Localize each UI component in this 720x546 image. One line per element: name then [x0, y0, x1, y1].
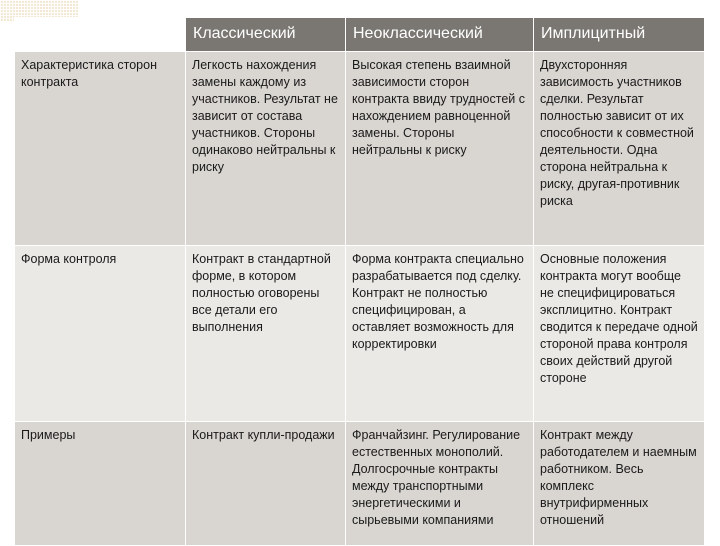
header-neoclassical: Неоклассический	[346, 18, 534, 52]
table-header-row	[15, 18, 705, 52]
header-corner-cell	[15, 18, 186, 52]
row-label: Форма контроля	[15, 246, 186, 422]
table-cell: Контракт купли-продажи	[186, 422, 346, 546]
table-cell: Легкость нахождения замены каждому из участников. Результат не зависит от состава участников. Стороны одинаково нейтральны к риску	[186, 52, 346, 246]
table-row	[15, 246, 705, 422]
table-cell: Форма контракта специально разрабатывается под сделку. Контракт не полностью специфицирован, а оставляет возможность для корректировки	[346, 246, 534, 422]
table-cell: Контракт между работодателем и наемным работником. Весь комплекс внутрифирменных отношений	[534, 422, 705, 546]
table-cell: Франчайзинг. Регулирование естественных монополий. Долгосрочные контракты между транспортными энергетическими и сырьевыми компаниями	[346, 422, 534, 546]
table-row	[15, 52, 705, 246]
table-cell: Высокая степень взаимной зависимости сторон контракта ввиду трудностей с нахождением равноценной замены. Стороны нейтральны к риску	[346, 52, 534, 246]
header-classical: Классический	[186, 18, 346, 52]
table-cell: Контракт в стандартной форме, в котором полностью оговорены все детали его выполнения	[186, 246, 346, 422]
table-row	[15, 422, 705, 546]
table-cell: Двухсторонняя зависимость участников сделки. Результат полностью зависит от их способности к совместной деятельности. Одна сторона нейтральна к риску, другая-противник риска	[534, 52, 705, 246]
comparison-table	[14, 17, 705, 546]
row-label: Примеры	[15, 422, 186, 546]
header-implicit: Имплицитный	[534, 18, 705, 52]
table-cell: Основные положения контракта могут вообще не специфицироваться эксплицитно. Контракт сводится к передаче одной стороной права контроля своих действий другой стороне	[534, 246, 705, 422]
row-label: Характеристика сторон контракта	[15, 52, 186, 246]
